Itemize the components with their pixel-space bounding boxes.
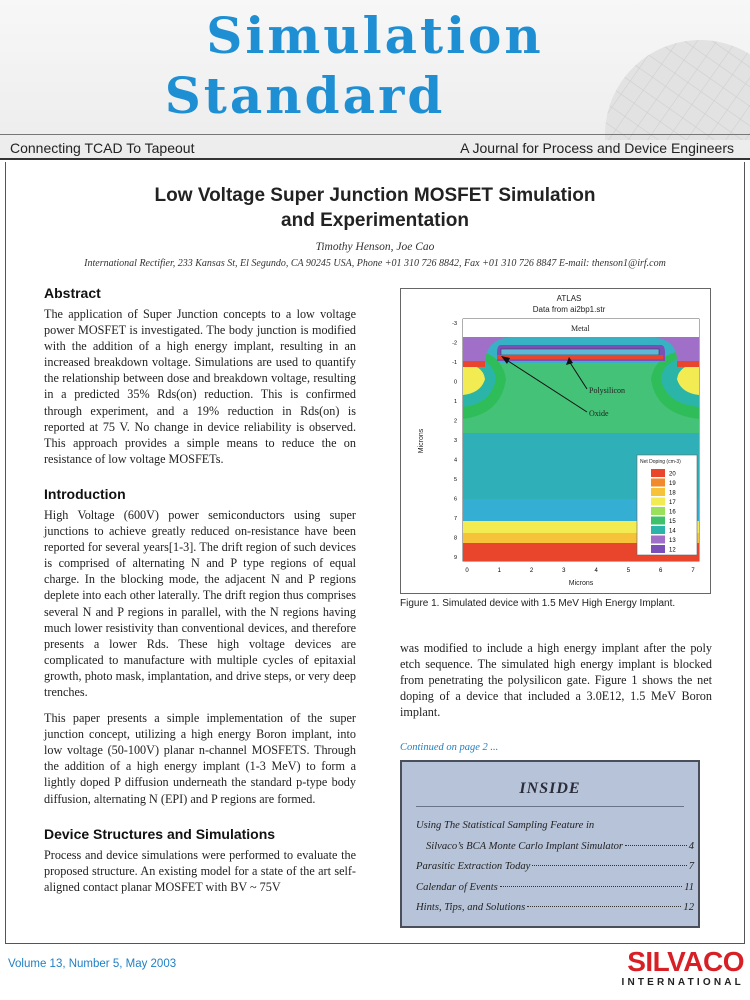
y-tick-label: 6 [453, 496, 457, 503]
y-tick-label: 8 [453, 535, 457, 542]
legend-label: 14 [669, 528, 676, 535]
left-column [44, 284, 356, 905]
legend-swatch [651, 488, 665, 496]
y-tick-label: 5 [453, 477, 457, 483]
toc-item[interactable] [416, 861, 694, 882]
y-axis-label: Microns [418, 428, 425, 454]
continued-link[interactable]: Continued on page 2 ... [400, 742, 499, 753]
toc-item-title: Silvaco’s BCA Monte Carlo Implant Simulator [426, 840, 624, 852]
masthead-title-line2: Standard [164, 66, 446, 125]
logo-subtitle: INTERNATIONAL [621, 977, 744, 988]
introduction-paragraph-2: This paper presents a simple implementation of the super junction concept, utilizing a high energy Boron implant, into low voltage (50-100V) planar n-channel MOSFETS. Through the addition of a high energy implant (1-3 MeV) to form a lightly doped P diffusion underneath the standard p-type body diffusion, alternating N (EPI) and P regions are formed. [44, 711, 356, 806]
toc-item-page: 11 [684, 881, 694, 893]
x-tick-label: 4 [594, 568, 598, 574]
figure-caption: Figure 1. Simulated device with 1.5 MeV High Energy Implant. [400, 598, 676, 609]
legend-swatch [651, 545, 665, 553]
abstract-heading: Abstract [44, 285, 101, 301]
right-column [400, 640, 712, 730]
legend-label: 20 [669, 471, 676, 478]
article-affiliation: International Rectifier, 233 Kansas St, El Segundo, CA 90245 USA, Phone +01 310 726 8842, Fax +01 310 726 8847 E-mail: thenson1@irf.com [84, 258, 666, 269]
toc-item-title: Using The Statistical Sampling Feature in [416, 820, 595, 831]
x-tick-label: 1 [497, 568, 501, 574]
device-heading: Device Structures and Simulations [44, 825, 276, 842]
table-of-contents [416, 820, 694, 923]
toc-item-title: Parasitic Extraction Today [416, 861, 531, 872]
tagline-right: A Journal for Process and Device Engineers [460, 140, 734, 156]
legend-label: 18 [669, 490, 676, 497]
doping-legend [637, 455, 697, 555]
y-tick-label: 7 [453, 516, 457, 522]
x-tick-label: 2 [529, 568, 534, 574]
inside-title: INSIDE [519, 780, 581, 797]
y-tick-label: 3 [453, 438, 457, 444]
x-axis-label: Microns [568, 580, 594, 587]
x-tick-label: 3 [562, 568, 566, 574]
device-paragraph-1: Process and device simulations were performed to evaluate the proposed structure. An existing model for a state of the art self-aligned contact planar MOSFET with BV ~ 75V [44, 847, 356, 894]
issue-volume: Volume 13, Number 5, May 2003 [8, 958, 177, 970]
toc-item-page: 12 [683, 902, 694, 913]
y-tick-label: 9 [453, 555, 457, 561]
legend-swatch [651, 498, 665, 506]
article-title-line2: and Experimentation [281, 210, 469, 231]
x-tick-label: 0 [465, 568, 469, 574]
toc-item[interactable] [416, 820, 694, 841]
tagline-bar [0, 134, 750, 160]
doping-plot [401, 289, 710, 593]
plot-title: ATLAS [556, 294, 582, 303]
toc-item[interactable] [416, 841, 694, 862]
article-title-line1: Low Voltage Super Junction MOSFET Simulation [154, 185, 596, 206]
toc-item-title: Calendar of Events [416, 881, 498, 893]
legend-swatch [651, 536, 665, 544]
legend-title: Net Doping (cm-3) [640, 459, 681, 465]
legend-label: 12 [669, 547, 676, 554]
masthead-title-line1: Simulation [206, 6, 544, 65]
masthead [0, 0, 750, 160]
tagline-left: Connecting TCAD To Tapeout [10, 140, 195, 156]
legend-swatch [651, 517, 665, 525]
logo-name: SILVACO [627, 946, 744, 977]
legend-label: 17 [669, 500, 676, 506]
legend-label: 15 [669, 519, 676, 525]
label-oxide: Oxide [589, 409, 609, 418]
x-tick-label: 6 [659, 568, 663, 574]
toc-item-page: 4 [688, 840, 694, 852]
toc-item-title: Hints, Tips, and Solutions [416, 902, 526, 913]
x-tick-label: 5 [626, 568, 631, 574]
plot-subtitle: Data from ai2bp1.str [532, 305, 606, 314]
silvaco-logo[interactable] [621, 948, 744, 990]
inside-box [400, 760, 700, 928]
legend-label: 13 [669, 538, 676, 544]
label-polysilicon: Polysilicon [589, 386, 626, 395]
legend-swatch [651, 469, 665, 477]
y-tick-label: 1 [453, 399, 457, 405]
legend-label: 16 [669, 509, 676, 516]
legend-swatch [651, 526, 665, 534]
y-tick-label: 2 [453, 418, 457, 425]
y-tick-label: -3 [452, 321, 457, 327]
y-tick-label: 4 [453, 457, 457, 464]
legend-swatch [651, 479, 665, 487]
x-tick-label: 7 [691, 568, 695, 574]
label-metal: Metal [571, 324, 590, 333]
toc-item[interactable] [416, 902, 694, 923]
article-title [0, 183, 750, 233]
y-tick-label: -2 [452, 340, 457, 347]
legend-label: 19 [669, 481, 676, 487]
y-tick-label: -1 [452, 360, 457, 366]
legend-swatch [651, 507, 665, 515]
article-authors: Timothy Henson, Joe Cao [315, 241, 435, 253]
figure-1 [400, 288, 711, 594]
abstract-text: The application of Super Junction concepts to a low voltage power MOSFET is investigated. The body junction is modified with the addition of a high energy implant, resulting in an increased breakdown voltage. Simulations are used to quantify the relationship between dose and breakdown voltage, resulting in a predicted 35% Rds(on) reduction. This is confirmed through experiment, and a 19% reduction in Rds(on) is reported at 75 V. No change in device reliability is observed. This approach provides a simple means to reduce the on resistance of low voltage MOSFETs. [44, 307, 356, 466]
inside-divider [416, 806, 684, 807]
y-tick-label: 0 [453, 379, 457, 386]
toc-item-page: 7 [688, 861, 694, 872]
introduction-paragraph-1: High Voltage (600V) power semiconductors using super junctions to achieve greatly reduced on-resistance have been reported for several years[1-3]. The drift region of such devices is comprised of alternating N and P type regions of equal charge. In the blocking mode, the adjacent N and P regions deplete into each other laterally. The drift region thus comprises several N and P regions in parallel, with the N regions having much lower resistivity than conventional devices, and therefore presents a lower Rds. These high voltage devices are complicated to manufacture with multiple cycles of epitaxial growth, photo mask, implantation, and drive steps, or very deep trenches. [44, 507, 356, 699]
introduction-heading: Introduction [44, 485, 126, 502]
toc-item[interactable] [416, 882, 694, 903]
continuation-paragraph: was modified to include a high energy implant after the poly etch sequence. The simulated high energy implant is blocked from penetrating the polysilicon gate. Figure 1 shows the net doping of a device that included a 3.0E12, 1.5 MeV Boron implant. [400, 641, 712, 720]
